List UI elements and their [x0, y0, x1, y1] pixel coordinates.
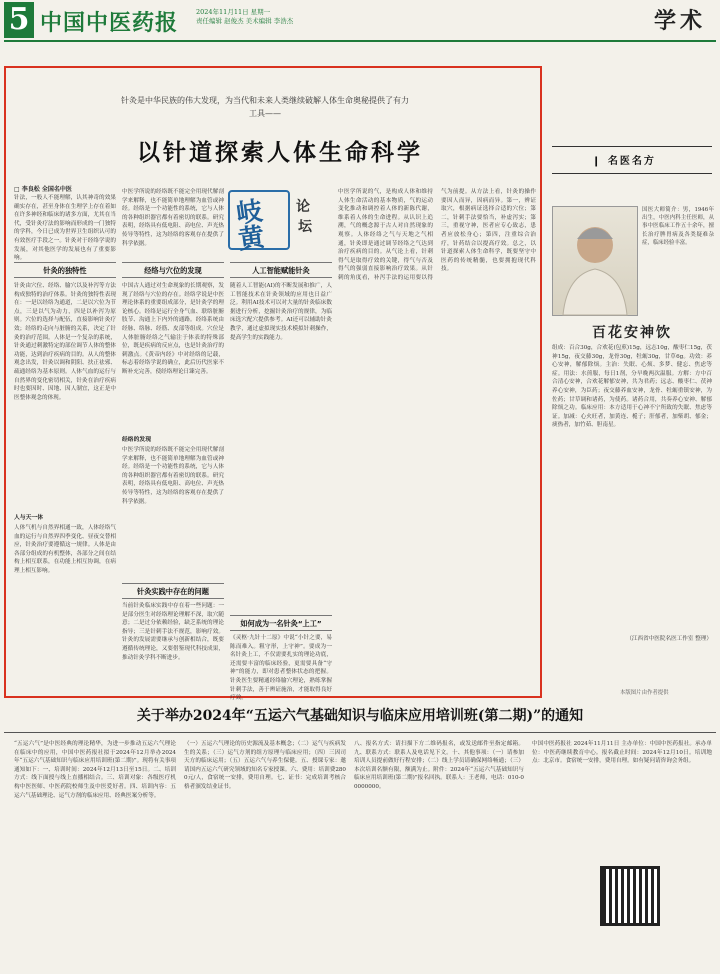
divider	[230, 615, 332, 616]
paper-logo: 中国中医药报	[40, 10, 179, 36]
issue-info	[196, 8, 293, 26]
col2-body2: 中医学所说的经络既不能完全用现代解剖学来解释，也不能简单地理解为血管或神经。经络是一个功能性的系统，它与人体的各种组织器官都有着密切的联系。研究表明，经络具有低电阻、高电位、声光热传导等特性，这为经络的客观存在提供了科学依据。	[122, 447, 224, 505]
divider	[230, 262, 332, 263]
divider	[122, 598, 224, 599]
notice-col2: （一）五运六气理论的历史源流及基本概念；（二）运气与疾病发生的关系；（三）运气方剂的组方原理与临床应用；（四）三因司天方的临床运用；（五）五运六气与养生保健。五、授课专家：邀请国内五运六气研究领域的知名专家授课。六、费用：培训费2800元/人，食宿统一安排，费用自理。七、证书：完成培训考核合格者颁发结业证书。	[184, 741, 346, 790]
photo-credit: 本版图片由作者提供	[620, 690, 669, 696]
sidebar-tag-text: 名医名方	[607, 156, 656, 167]
byline: □ 李良松 全国名中医	[14, 186, 72, 193]
pullquote-char: 黄	[236, 222, 267, 256]
divider	[14, 262, 116, 263]
pullquote-char: 论	[296, 199, 310, 215]
col2-minor-heading: 经络的发现	[122, 437, 151, 443]
sidebar-tag: ❙ 名医名方	[592, 156, 656, 167]
doctor-portrait	[552, 206, 638, 316]
pullquote-char: 岐	[234, 196, 265, 230]
divider	[122, 262, 224, 263]
col1-body: 针灸由穴位、经络、腧穴以及补泻等方法构成独特的治疗体系。针灸的独特性表现在：一是以经络为通道，二是以穴位为节点，三是以气为动力，四是以补泻为原则。穴位的选择与配伍，直接影响针灸疗效；经络的走向与脏腑的关系，决定了针灸的治疗范围。人体是一个复杂的系统，针灸通过刺激特定的部位调节人体的整体功能，达到治疗疾病的目的。从人的整体观念出发，针灸以调和阴阳、扶正祛邪、疏通经络为基本原则。人体气血的运行与自然界的变化密切相关，针灸在治疗疾病时也要因时、因地、因人制宜，这正是中医整体观念的体现。	[14, 283, 116, 401]
col3-heading-ai: 人工智能赋能针灸	[252, 266, 310, 275]
issue-editors: 责任编辑 赵俊杰 美术编辑 李浩杰	[196, 17, 294, 25]
divider	[122, 277, 224, 278]
notice-col4: 中国中医药报社 2024年11月11日 主办单位：中国中医药报社。承办单位：中医药继续教育中心。报名截止时间：2024年12月10日。培训地点：北京市。食宿统一安排，费用自理。如有疑问请咨询会务组。	[532, 741, 712, 765]
formula-source: （江西省中医院名医工作室 整理）	[626, 636, 712, 642]
col2b-heading: 针灸实践中存在的问题	[137, 587, 209, 596]
col3-body2: 《灵枢·九针十二原》中说“小针之要，易陈而难入。粗守形，上守神”。要成为一名针灸上工，不仅需要扎实的理论功底，还需要丰富的临床经验，更需要具备“守神”的能力，即对患者整体状态的把握。针灸医生要精通经络腧穴理论，熟练掌握针刺手法，善于辨证施治，才能取得良好疗效。	[230, 635, 332, 702]
col3-heading-shanggong: 如何成为一名针灸“上工”	[240, 619, 322, 628]
col1-body2: 人体气机与自然界相通一致，人体经络气血的运行与自然界四季变化、昼夜交替相应，针灸治疗要遵循这一规律。人体是由各部分组成的有机整体，各部分之间在结构上相互联系，在功能上相互协调，在病理上相互影响。	[14, 525, 116, 574]
portrait-caption: 国医大师简介：男，1946年出生，中医内科主任医师，从事中医临床工作五十余年，擅长治疗脾胃病及各类疑难杂症，临床经验丰富。	[642, 207, 714, 246]
notice-title: 关于举办2024年“五运六气基础知识与临床应用培训班(第二期)”的通知	[136, 708, 584, 724]
col3-body: 随着人工智能(AI)的不断发展和推广，人工智能技术在针灸领域的应用也日益广泛。利用AI技术可以对大量的针灸临床数据进行分析，挖掘针灸治疗的规律，为临床选穴配穴提供参考。AI还可以辅助针灸教学，通过虚拟现实技术模拟针刺操作，提高学生的实践能力。	[230, 283, 332, 341]
col1-minor-heading: 人与天一体	[14, 515, 43, 521]
pullquote-char: 坛	[298, 219, 312, 235]
col2-body: 中国古人通过对生命现象的长期观察，发现了经络与穴位的存在。经络学说是中医理论体系的重要组成部分，是针灸学的理论核心。经络是运行全身气血、联络脏腑肢节、沟通上下内外的通路。经络系统由经脉、络脉、经筋、皮部等组成。穴位是人体脏腑经络之气输注于体表的特殊部位，既是疾病的反应点，也是针灸治疗的刺激点。《黄帝内经》中对经络的记载，标志着经络学说的确立，此后历代医家不断补充完善，使经络理论日臻完善。	[122, 283, 224, 375]
divider	[230, 277, 332, 278]
col2-heading: 经络与穴位的发现	[144, 266, 202, 275]
col1-heading: 针灸的独特性	[43, 266, 87, 275]
forum-pullquote	[228, 190, 332, 256]
divider	[14, 277, 116, 278]
section-title: 学术	[653, 8, 706, 34]
col1-intro: 针法，一般人不能理解，认其神奇的效果确实存在，甚至身体在生理学上存在着如在许多神经和临床的诸多方面，尤其在当代，受针灸疗法的影响而形成的一门独特的学科，今日已成为世界卫生组织认可的有效医疗手段之一。针灸对于经络学说的发展，对其他医学的发展也有了重要影响。	[14, 195, 116, 262]
divider	[122, 583, 224, 584]
qr-code	[600, 866, 660, 926]
masthead-rule	[4, 40, 716, 42]
divider	[230, 630, 332, 631]
page-number: 5	[4, 2, 34, 38]
notice-rule	[4, 732, 716, 733]
byline-text: 李良松 全国名中医	[21, 186, 72, 193]
formula-title: 百花安神饮	[592, 325, 672, 341]
notice-col1: “五运六气”是中医经典的理论精华，为进一步推动五运六气理论在临床中的应用，中国中医药报社拟于2024年12月举办2024年“五运六气基础知识与临床应用培训班(第二期)”。现将有关事项通知如下：一、培训时间：2024年12月13日至15日。二、培训方式：线下面授与线上直播相结合。三、培训对象：各级医疗机构中医医师、中医药院校师生及中医爱好者。四、培训内容：五运六气基础理论、运气方剂的临床应用、经典医案分析等。	[14, 741, 176, 799]
feature-subtitle: 针灸是中华民族的伟大发现，为当代和未来人类继续破解人体生命奥秘提供了有力工具——	[121, 96, 409, 118]
col4-body: 中医学所说的气，是构成人体和维持人体生命活动的基本物质，气的运动变化推动和调控着人体的新陈代谢，维系着人体的生命进程。从认识上追溯，气的概念源于古人对自然现象的观察。人体经络之气与天地之气相通，针灸即是通过调节经络之气达到治疗疾病的目的。从气论上看，针刺得气是取得疗效的关键，得气与否及得气的强弱直接影响治疗效果。从针刺的角度看，补泻手法的运用要以得气为前提。从方法上看，针灸的操作要因人而异，因病而异。第一，辨证取穴，根据病证选择合适的穴位；第二，针刺手法要恰当，补虚泻实；第三，重视守神，医者应专心致志，患者应放松身心；第四，注重综合治疗，针药结合以提高疗效。总之，以针道探索人体生命科学，既要坚守中医药的传统精髓，也要拥抱现代科技。	[338, 189, 536, 281]
feature-title: 以针道探索人体生命科学	[137, 139, 423, 165]
notice-col3: 八、报名方式：请扫描下方二维码报名，或发送邮件至指定邮箱。九、联系方式：联系人及电话见下文。十、其他事项：（一）请参加培训人员提前做好行程安排；（二）线上学员请确保网络畅通；（三）本次培训名额有限，额满为止。附件：2024年“五运六气基础知识与临床应用培训班(第二期)”报名回执。联系人：王老师，电话：010-00000000。	[354, 741, 524, 790]
formula-body: 组成：百合30g，合欢花(包煎)15g，远志10g，酸枣仁15g，茯神15g，夜交藤30g，龙骨30g，牡蛎30g，甘草6g。功效：养心安神，解郁除烦。主治：失眠、心烦、多梦、健忘、焦虑等症。用法：水煎服，每日1剂，分早晚两次温服。方解：方中百合清心安神，合欢花解郁安神，共为君药；远志、酸枣仁、茯神养心安神，为臣药；夜交藤养血安神，龙骨、牡蛎重镇安神，为佐药；甘草调和诸药，为使药。诸药合用，共奏养心安神、解郁除烦之功。临床应用：本方适用于心神不宁所致的失眠、焦虑等证。加减：心火旺者，加黄连、栀子；肝郁者，加柴胡、郁金；痰热者，加竹茹、胆南星。	[552, 345, 712, 429]
portrait-image	[553, 207, 637, 315]
issue-date: 2024年11月11日 星期一	[196, 8, 271, 16]
col2b-body: 当前针灸临床实践中存在着一些问题：一是部分医生对经络理论理解不深，取穴随意；二是过分依赖经验，缺乏系统的理论指导；三是针刺手法不规范，影响疗效。针灸的发展需要继承与创新相结合，既要遵循传统理论，又要借鉴现代科技成果，推动针灸学科不断进步。	[122, 603, 224, 661]
col2-intro: 中医学所说的经络既不能完全用现代解剖学来解释，也不能简单地理解为血管或神经。经络是一个功能性的系统，它与人体的各种组织器官都有着密切的联系。研究表明，经络具有低电阻、高电位、声光热传导等特性，这为经络的客观存在提供了科学依据。	[122, 189, 224, 247]
